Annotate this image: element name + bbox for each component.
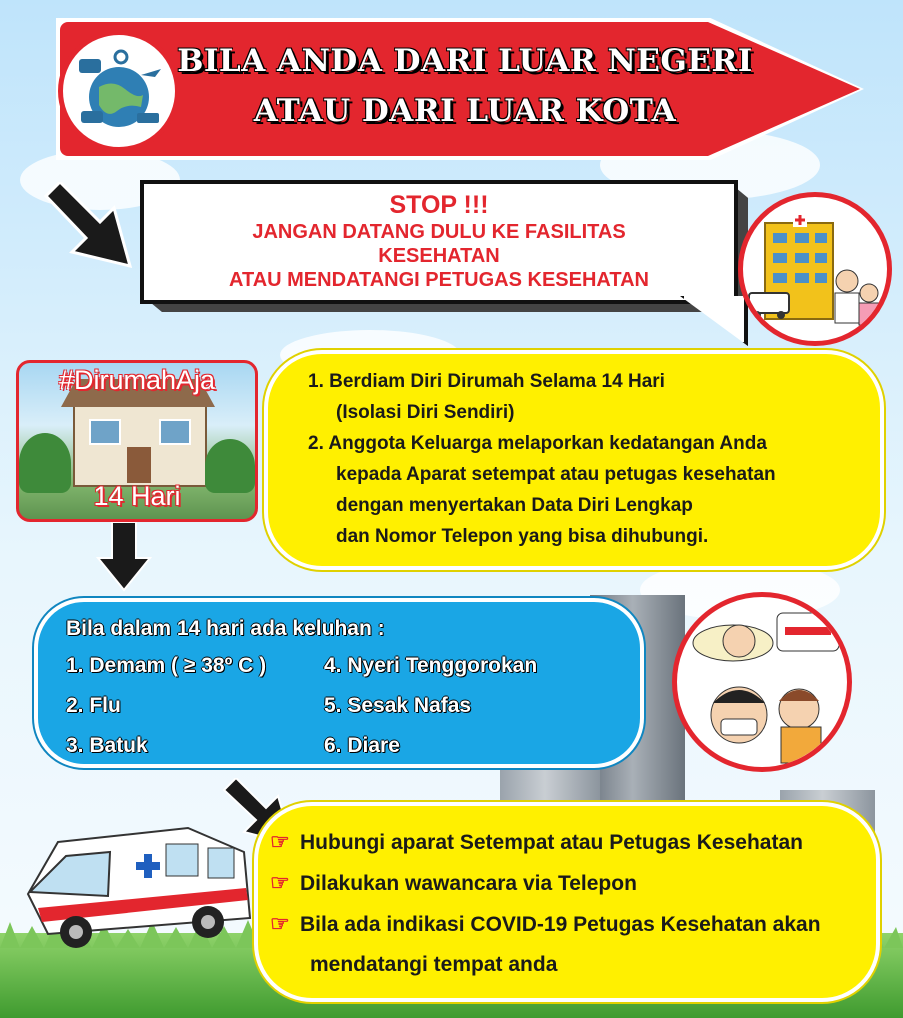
header-title-line1: BILA ANDA DARI LUAR NEGERI bbox=[177, 43, 753, 79]
stop-line: KESEHATAN bbox=[378, 245, 500, 267]
header-title-line2: ATAU DARI LUAR KOTA bbox=[253, 93, 677, 129]
ambulance-icon bbox=[18, 822, 254, 954]
actions-text bbox=[270, 822, 876, 985]
stop-message bbox=[140, 190, 738, 292]
arrow-down-icon bbox=[96, 522, 152, 592]
symptom-item: 5. Sesak Nafas bbox=[324, 694, 472, 717]
pointing-hand-icon: ☞ bbox=[270, 829, 290, 854]
action-item-continued: mendatangi tempat anda bbox=[310, 953, 558, 976]
action-item-text: Bila ada indikasi COVID-19 Petugas Kesehatan akan bbox=[300, 913, 821, 936]
symptoms-heading: Bila dalam 14 hari ada keluhan : bbox=[66, 617, 385, 640]
symptom-item: 3. Batuk bbox=[66, 734, 148, 757]
action-item-text: Hubungi aparat Setempat atau Petugas Kesehatan bbox=[300, 831, 803, 854]
sick-people-icon bbox=[672, 592, 852, 772]
symptoms-text bbox=[66, 612, 626, 766]
header-title bbox=[170, 36, 760, 136]
pointing-hand-icon: ☞ bbox=[270, 911, 290, 936]
instructions-text bbox=[308, 366, 878, 552]
instruction-item-continued: kepada Aparat setempat atau petugas kesehatan bbox=[336, 464, 776, 485]
action-item bbox=[270, 822, 876, 863]
instruction-item-continued: (Isolasi Diri Sendiri) bbox=[336, 402, 515, 423]
pointing-hand-icon: ☞ bbox=[270, 870, 290, 895]
travel-globe-icon bbox=[58, 30, 180, 152]
action-item-text: Dilakukan wawancara via Telepon bbox=[300, 872, 637, 895]
hashtag-label: #DirumahAja bbox=[58, 365, 216, 395]
action-item bbox=[270, 863, 876, 904]
duration-label: 14 Hari bbox=[93, 481, 181, 511]
symptom-item: 6. Diare bbox=[324, 734, 400, 757]
stop-line: JANGAN DATANG DULU KE FASILITAS bbox=[252, 221, 626, 243]
stop-bubble-tail bbox=[680, 296, 748, 346]
symptom-item: 1. Demam ( ≥ 38º C ) bbox=[66, 654, 267, 677]
hospital-icon bbox=[738, 192, 892, 346]
stop-line: ATAU MENDATANGI PETUGAS KESEHATAN bbox=[229, 269, 649, 291]
symptom-item: 2. Flu bbox=[66, 694, 121, 717]
instruction-item-continued: dengan menyertakan Data Diri Lengkap bbox=[336, 495, 693, 516]
instruction-item: 1. Berdiam Diri Dirumah Selama 14 Hari bbox=[308, 371, 665, 392]
symptom-item: 4. Nyeri Tenggorokan bbox=[324, 654, 538, 677]
house-icon bbox=[73, 403, 207, 487]
home-card bbox=[16, 360, 258, 522]
action-item bbox=[270, 904, 876, 945]
stop-title: STOP !!! bbox=[389, 191, 489, 219]
arrow-down-right-icon bbox=[38, 182, 138, 272]
instruction-item-continued: dan Nomor Telepon yang bisa dihubungi. bbox=[336, 526, 709, 547]
instruction-item: 2. Anggota Keluarga melaporkan kedatangan Anda bbox=[308, 433, 767, 454]
